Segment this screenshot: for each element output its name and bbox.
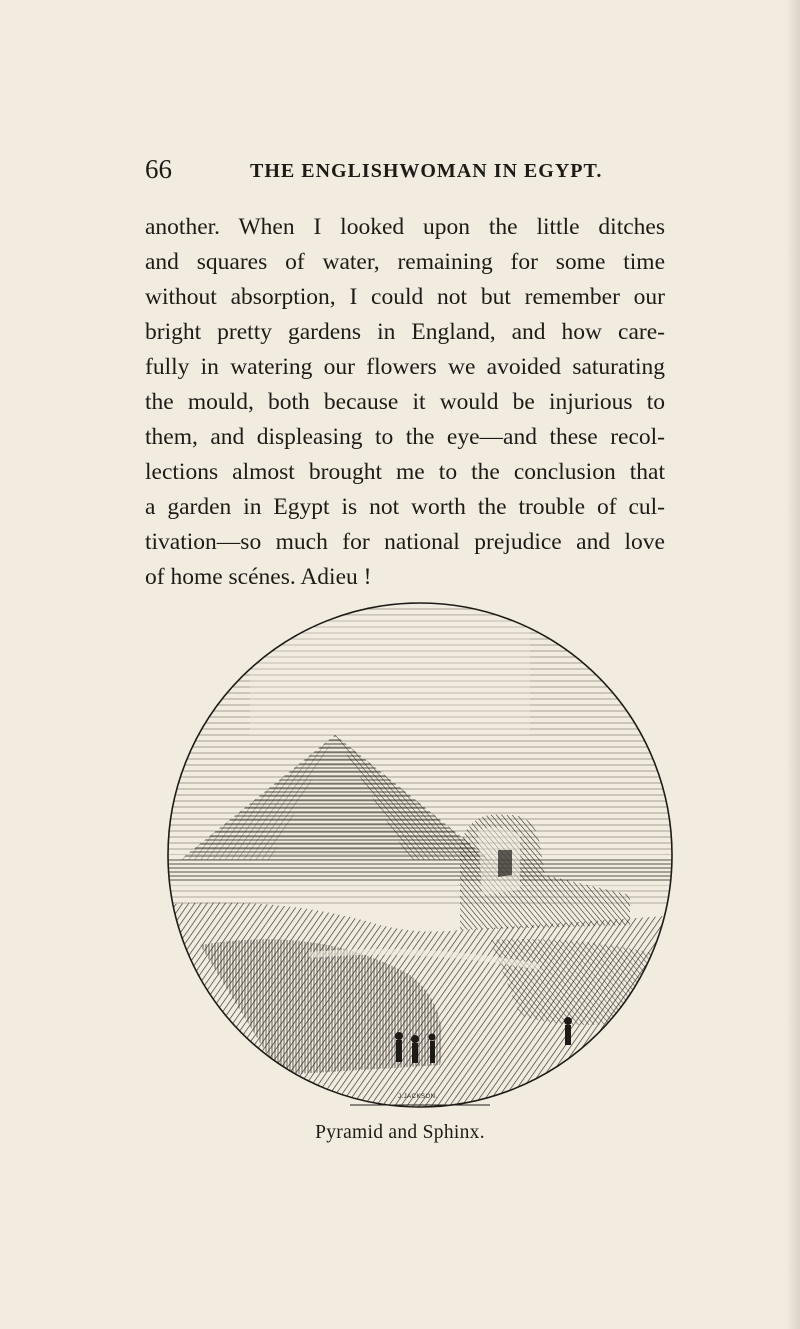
- text-line: of home scénes. Adieu !: [145, 564, 372, 590]
- engraving-pyramid-sphinx: [160, 595, 680, 1115]
- text-line: them, and displeasing to the eye—and these recol-: [145, 424, 665, 450]
- text-line: the mould, both because it would be injurious to: [145, 389, 665, 415]
- page-header: [145, 150, 665, 190]
- text-line: fully in watering our flowers we avoided saturating: [145, 354, 665, 380]
- text-line: bright pretty gardens in England, and how care-: [145, 319, 665, 345]
- figure-caption: Pyramid and Sphinx.: [315, 1122, 485, 1143]
- body-paragraph: [145, 210, 665, 595]
- text-line: lections almost brought me to the conclusion that: [145, 459, 665, 485]
- page-number: 66: [145, 154, 172, 184]
- text-line: tivation—so much for national prejudice and love: [145, 529, 665, 555]
- text-line: another. When I looked upon the little ditches: [145, 214, 665, 240]
- engraver-signature: J.JACKSON.: [398, 1094, 438, 1100]
- engraving-illustration: [160, 595, 680, 1115]
- running-title: THE ENGLISHWOMAN IN EGYPT.: [250, 160, 603, 182]
- text-line: a garden in Egypt is not worth the trouble of cul-: [145, 494, 665, 520]
- text-line: without absorption, I could not but remember our: [145, 284, 665, 310]
- text-line: and squares of water, remaining for some time: [145, 249, 665, 275]
